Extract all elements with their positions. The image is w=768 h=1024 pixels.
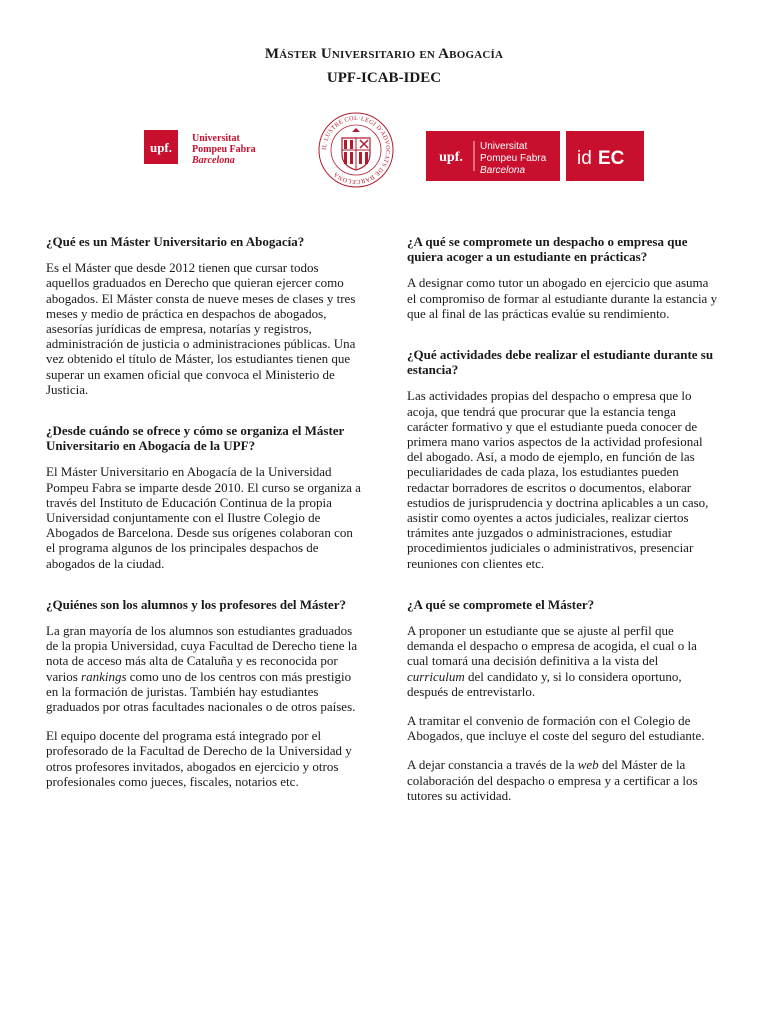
answer-teachers: El equipo docente del programa está integrado por el profesorado de la Facultad de Derecho de la Universidad y otros profesores invitados, abogados en ejercicio y otros profesionales como jueces, fiscales, notarios etc. bbox=[46, 728, 352, 789]
document-subtitle: UPF-ICAB-IDEC bbox=[326, 70, 442, 86]
upf-line3-right: Barcelona bbox=[480, 165, 526, 176]
upf-mark-right: upf. bbox=[439, 150, 463, 165]
answer-students bbox=[46, 623, 364, 714]
answer-students-text-2: como uno de los centros con más prestigio en la formación de juristas. También hay estudiantes graduados por otras facultades nacionales o de otros países. bbox=[46, 668, 356, 715]
upf-logo-right-graphic bbox=[426, 131, 560, 181]
answer-master-web-text-1: A dejar constancia a través de la bbox=[407, 757, 578, 773]
icab-seal-graphic bbox=[316, 110, 396, 190]
answer-master-propose-text-2: del candidato y, si lo considera oportuno, después de entrevistarlo. bbox=[407, 668, 682, 699]
question-master-commitment: ¿A qué se compromete el Máster? bbox=[407, 596, 595, 612]
idec-suffix: EC bbox=[598, 148, 625, 169]
answer-master-web bbox=[407, 757, 719, 803]
answer-students-emphasis: rankings bbox=[81, 668, 127, 684]
answer-students-text-1: La gran mayoría de los alumnos son estudiantes graduados de la propia Universidad, cuya Facultad de Derecho tiene la nota de acceso más alta de Cataluña y es reconocida por varios bbox=[46, 623, 358, 684]
question-since-when: ¿Desde cuándo se ofrece y cómo se organiza el Máster Universitario en Abogacía de la UPF? bbox=[46, 423, 345, 454]
upf-line1-right: Universitat bbox=[480, 141, 528, 152]
upf-line1-left: Universitat bbox=[192, 133, 240, 144]
upf-line2-left: Pompeu Fabra bbox=[192, 144, 256, 155]
question-firm-commitment: ¿A qué se compromete un despacho o empresa que quiera acoger a un estudiante en prácticas? bbox=[407, 234, 688, 265]
answer-master-agreement: A tramitar el convenio de formación con el Colegio de Abogados, que incluye el coste del seguro del estudiante. bbox=[407, 713, 705, 744]
answer-master-web-text-2: del Máster de la colaboración del despacho o empresa y a certificar a los tutores su actividad. bbox=[407, 757, 698, 803]
question-student-activities: ¿Qué actividades debe realizar el estudiante durante su estancia? bbox=[407, 347, 714, 378]
upf-mark-left: upf. bbox=[149, 140, 173, 155]
upf-logo-right bbox=[426, 131, 560, 181]
upf-line2-right: Pompeu Fabra bbox=[480, 153, 547, 164]
right-column bbox=[407, 234, 719, 803]
answer-master-propose-text-1: A proponer un estudiante que se ajuste al perfil que demanda el despacho o empresa de acogida, el cual o la cual tomará una decisión definitiva a la vista del bbox=[407, 623, 697, 669]
upf-logo-left bbox=[144, 130, 282, 166]
idec-prefix: id bbox=[577, 148, 592, 169]
answer-what-is-master: Es el Máster que desde 2012 tienen que cursar todos aquellos graduados en Derecho que quieran ejercer como abogados. El Máster consta de nueve meses de clases y tres meses y medio de práctica en despachos de abogados, asesorías jurídicas de empresa, notarías y registros, administración de justicia o administraciones públicas. Una vez obtenido el título de Máster, los estudiantes tienen que superar un examen oficial que convoca el Ministerio de Justicia. bbox=[46, 260, 356, 397]
left-column bbox=[46, 234, 364, 789]
question-what-is-master: ¿Qué es un Máster Universitario en Abogacía? bbox=[46, 234, 305, 249]
idec-logo bbox=[566, 131, 644, 181]
question-students-teachers: ¿Quiénes son los alumnos y los profesores del Máster? bbox=[46, 596, 346, 612]
answer-master-propose bbox=[407, 623, 719, 699]
answer-master-propose-emphasis: curriculum bbox=[407, 668, 465, 684]
answer-since-when: El Máster Universitario en Abogacía de la Universidad Pompeu Fabra se imparte desde 2010. El curso se organiza a través del Instituto de Educación Continua de la propia Universidad conjuntamente con el Ilustre Colegio de Abogados de Barcelona. Desde sus orígenes colaboran con el programa algunos de los principales despachos de abogados de la ciudad. bbox=[46, 464, 361, 571]
idec-logo-graphic bbox=[566, 131, 644, 181]
answer-master-web-emphasis: web bbox=[577, 757, 599, 773]
icab-ring-text: IL·LUSTRE COL·LEGI D'ADVOCATS DE BARCELONA bbox=[320, 114, 392, 186]
upf-line3-left: Barcelona bbox=[192, 155, 235, 166]
answer-student-activities: Las actividades propias del despacho o empresa que lo acoja, que tendrá que procurar que la estancia tenga carácter formativo y que el estudiante pueda conocer de primera mano varios aspectos de la actividad profesional del abogado. Así, a modo de ejemplo, en función de las peculiaridades de cada plaza, los estudiantes pueden redactar borradores de escritos o documentos, elaborar estudios de jurisprudencia y doctrina aplicables a un caso, asistir como oyentes a actos judiciales, realizar ciertos trámites ante juzgados o administraciones, estudiar procedimientos judiciales o administrativos, presenciar reuniones con clientes etc. bbox=[407, 388, 709, 571]
answer-firm-commitment: A designar como tutor un abogado en ejercicio que asuma el compromiso de formar al estudiante durante la estancia y que al final de las prácticas evalúe su rendimiento. bbox=[407, 275, 718, 321]
icab-seal bbox=[316, 110, 396, 190]
upf-logo-left-graphic bbox=[144, 130, 282, 166]
document-title: Máster Universitario en Abogacía bbox=[264, 46, 504, 62]
